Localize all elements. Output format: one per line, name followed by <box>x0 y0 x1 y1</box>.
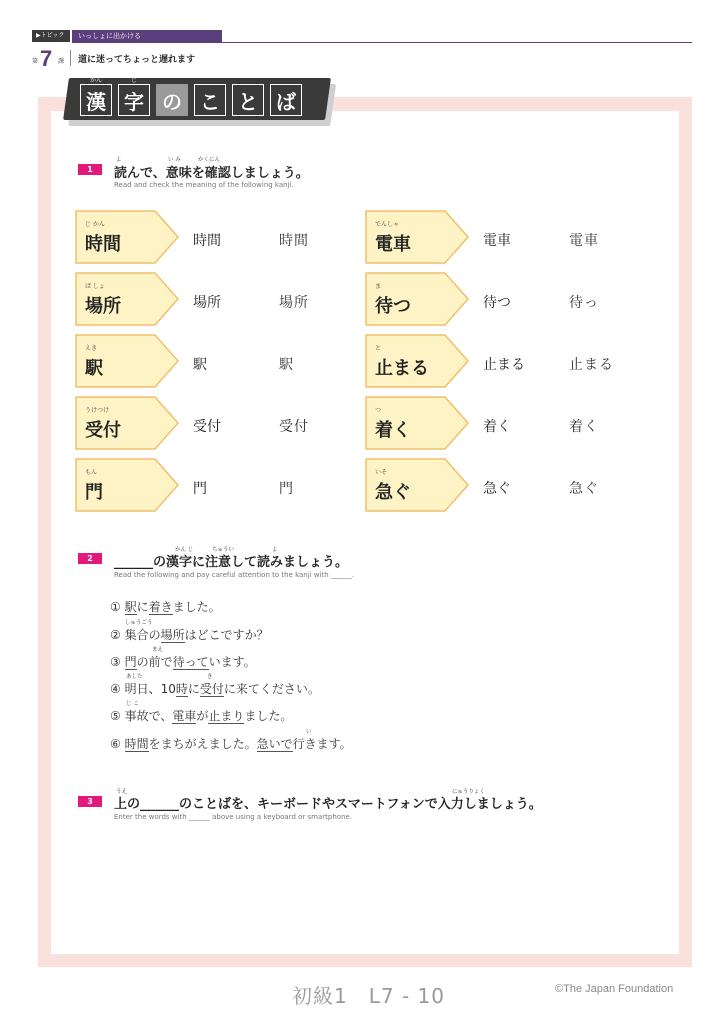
sentence-number: ② <box>110 628 121 642</box>
kanji-reading: と <box>375 345 382 352</box>
banner-char: の <box>156 84 188 116</box>
sentence-text: ました。 <box>244 709 293 723</box>
sentence-text: 集合の <box>124 628 161 642</box>
kanji-handwritten: 受付 <box>279 419 309 435</box>
banner-char: ば <box>270 84 302 116</box>
kanji-word: 急ぐ <box>375 482 411 503</box>
underlined-kanji: 電車 <box>172 709 197 723</box>
kanji-row <box>365 458 645 512</box>
section-1-number: 1 <box>78 164 102 175</box>
kanji-word: 止まる <box>375 358 429 379</box>
sentence-text: に <box>136 600 149 614</box>
banner-char: と <box>232 84 264 116</box>
sentence-text: 明日、10 <box>124 682 176 696</box>
banner-ruby: じ <box>130 77 137 84</box>
sentence-number: ③ <box>110 655 121 669</box>
section-1-subtitle: Read and check the meaning of the following kanji. <box>114 181 294 189</box>
kanji-row <box>75 210 355 264</box>
section-1-title: 読んで、意味を確認しましょう。 <box>114 166 309 181</box>
kanji-tag <box>75 458 179 512</box>
kanji-print: 着く <box>483 419 511 435</box>
section-3-ruby: にゅうりょく <box>452 789 485 795</box>
section-1-ruby: い み <box>168 157 181 163</box>
section-2-number: 2 <box>78 553 102 564</box>
sentence-ruby: じ こ <box>126 701 139 707</box>
sentence-text: が <box>196 709 209 723</box>
underlined-kanji: 時間 <box>124 737 149 751</box>
banner-ruby: かん <box>89 77 102 84</box>
kanji-word: 受付 <box>85 420 121 441</box>
kanji-word: 待つ <box>375 296 411 317</box>
sentence-number: ① <box>110 600 121 614</box>
kanji-print: 門 <box>193 481 207 497</box>
section-3-ruby: うえ <box>116 789 128 795</box>
section-2-ruby: かん じ <box>175 547 194 553</box>
underlined-kanji: 止まり <box>208 709 245 723</box>
underlined-kanji: 時 <box>175 682 188 696</box>
banner-kanji-no-kotoba <box>80 77 302 116</box>
section-2-title <box>114 551 348 570</box>
lesson-num: 7 <box>40 46 53 71</box>
kanji-reading: じ かん <box>85 221 105 228</box>
kanji-print: 電車 <box>483 233 511 249</box>
underlined-kanji: 待って <box>172 655 209 669</box>
kanji-print: 時間 <box>193 233 221 249</box>
underlined-kanji: 場所 <box>160 628 185 642</box>
sentence-ruby: しゅうごう <box>125 620 153 626</box>
kanji-reading: いそ <box>375 469 388 476</box>
kanji-print: 場所 <box>193 295 221 311</box>
topic-underline <box>72 42 692 43</box>
sentence-text: ました。 <box>172 600 221 614</box>
sentence-text: はどこですか？ <box>184 628 269 642</box>
sentence-item <box>110 735 352 752</box>
section-3-number: 3 <box>78 796 102 807</box>
lesson-dai: 第 <box>32 58 39 65</box>
sentence-ruby: あした <box>126 674 143 680</box>
sentence-item <box>110 707 292 724</box>
section-2-subtitle: Read the following and pay careful attention to the kanji with ______. <box>114 571 355 579</box>
kanji-handwritten: 着く <box>569 419 599 435</box>
underlined-kanji: 急いで <box>256 737 293 751</box>
sentence-ruby: まえ <box>152 647 164 653</box>
kanji-tag <box>365 458 469 512</box>
sentence-number: ⑥ <box>110 737 121 751</box>
kanji-row <box>75 396 355 450</box>
kanji-handwritten: 止まる <box>569 357 614 373</box>
kanji-handwritten: 待っ <box>569 295 599 311</box>
sentence-number: ④ <box>110 682 121 696</box>
sentence-item <box>110 653 256 670</box>
kanji-handwritten: 急ぐ <box>569 481 599 497</box>
kanji-row <box>365 272 645 326</box>
section-3-title: 上の______のことばを、キーボードやスマートフォンで入力しましょう。 <box>114 797 542 812</box>
section-2-title-text: の漢字に注意して読みましょう。 <box>153 555 349 570</box>
blank-line: ______ <box>140 797 180 812</box>
kanji-tag <box>75 334 179 388</box>
section-1-ruby: よ <box>116 157 122 163</box>
section-3-subtitle: Enter the words with ______ above using a keyboard or smartphone. <box>114 813 353 821</box>
kanji-tag <box>365 272 469 326</box>
kanji-word: 門 <box>85 482 103 503</box>
kanji-tag <box>75 272 179 326</box>
kanji-reading: ま <box>375 283 382 290</box>
kanji-row <box>75 272 355 326</box>
kanji-handwritten: 門 <box>279 481 294 497</box>
sentence-text: の前で <box>136 655 173 669</box>
banner-char: じ 字 <box>118 84 150 116</box>
kanji-print: 受付 <box>193 419 221 435</box>
sentence-text: をまちがえました。 <box>148 737 257 751</box>
kanji-row <box>365 210 645 264</box>
sentence-ruby: き <box>207 674 213 680</box>
kanji-handwritten: 時間 <box>279 233 309 249</box>
kanji-row <box>75 458 355 512</box>
kanji-reading: ば しょ <box>85 283 105 290</box>
kanji-print: 駅 <box>193 357 207 373</box>
kanji-word: 駅 <box>85 358 103 379</box>
kanji-tag <box>365 210 469 264</box>
sentence-text: 行きます。 <box>292 737 352 751</box>
lesson-divider <box>70 50 71 66</box>
underlined-kanji: 着き <box>148 600 173 614</box>
kanji-word: 場所 <box>85 296 121 317</box>
topic-title: いっしょに出かける <box>72 30 222 42</box>
lesson-title: 道に迷ってちょっと遅れます <box>78 55 196 65</box>
blank-line: ______ <box>114 555 153 570</box>
kanji-print: 急ぐ <box>483 481 511 497</box>
kanji-tag <box>365 334 469 388</box>
kanji-reading: うけつけ <box>85 407 110 414</box>
kanji-print: 止まる <box>483 357 525 373</box>
underlined-kanji: 駅 <box>124 600 137 614</box>
kanji-row <box>365 334 645 388</box>
kanji-handwritten: 場所 <box>279 295 309 311</box>
kanji-reading: もん <box>85 469 98 476</box>
kanji-tag <box>75 210 179 264</box>
kanji-row <box>365 396 645 450</box>
sentence-text: に来てください。 <box>223 682 320 696</box>
sentence-text: 事故で、 <box>124 709 173 723</box>
kanji-reading: つ <box>375 407 382 414</box>
banner-char: こ <box>194 84 226 116</box>
footer-copyright: ©The Japan Foundation <box>555 983 674 995</box>
kanji-print: 待つ <box>483 295 511 311</box>
kanji-reading: でんしゃ <box>375 221 400 228</box>
kanji-word: 時間 <box>85 234 121 255</box>
banner-char: かん 漢 <box>80 84 112 116</box>
sentence-ruby: い <box>306 729 312 735</box>
underlined-kanji: 受付 <box>199 682 224 696</box>
kanji-handwritten: 駅 <box>279 357 294 373</box>
kanji-handwritten: 電車 <box>569 233 599 249</box>
sentence-item <box>110 626 269 643</box>
topic-tag: ▶トピック <box>32 30 70 42</box>
kanji-tag <box>365 396 469 450</box>
lesson-ka: 課 <box>58 58 65 65</box>
kanji-word: 着く <box>375 420 411 441</box>
section-2-ruby: よ <box>272 547 278 553</box>
underlined-kanji: 門 <box>124 655 137 669</box>
sentence-text: います。 <box>208 655 256 669</box>
footer-page-label: 初級1 L7 - 10 <box>292 984 445 1008</box>
sentence-item <box>110 680 320 697</box>
kanji-word: 電車 <box>375 234 411 255</box>
sentence-item <box>110 598 221 615</box>
section-2-ruby: ちゅうい <box>212 547 235 553</box>
topic-bar <box>32 30 692 44</box>
kanji-tag <box>75 396 179 450</box>
sentence-number: ⑤ <box>110 709 121 723</box>
kanji-row <box>75 334 355 388</box>
sentence-text: に <box>187 682 200 696</box>
section-1-ruby: かくにん <box>198 157 221 163</box>
kanji-reading: えき <box>85 345 98 352</box>
